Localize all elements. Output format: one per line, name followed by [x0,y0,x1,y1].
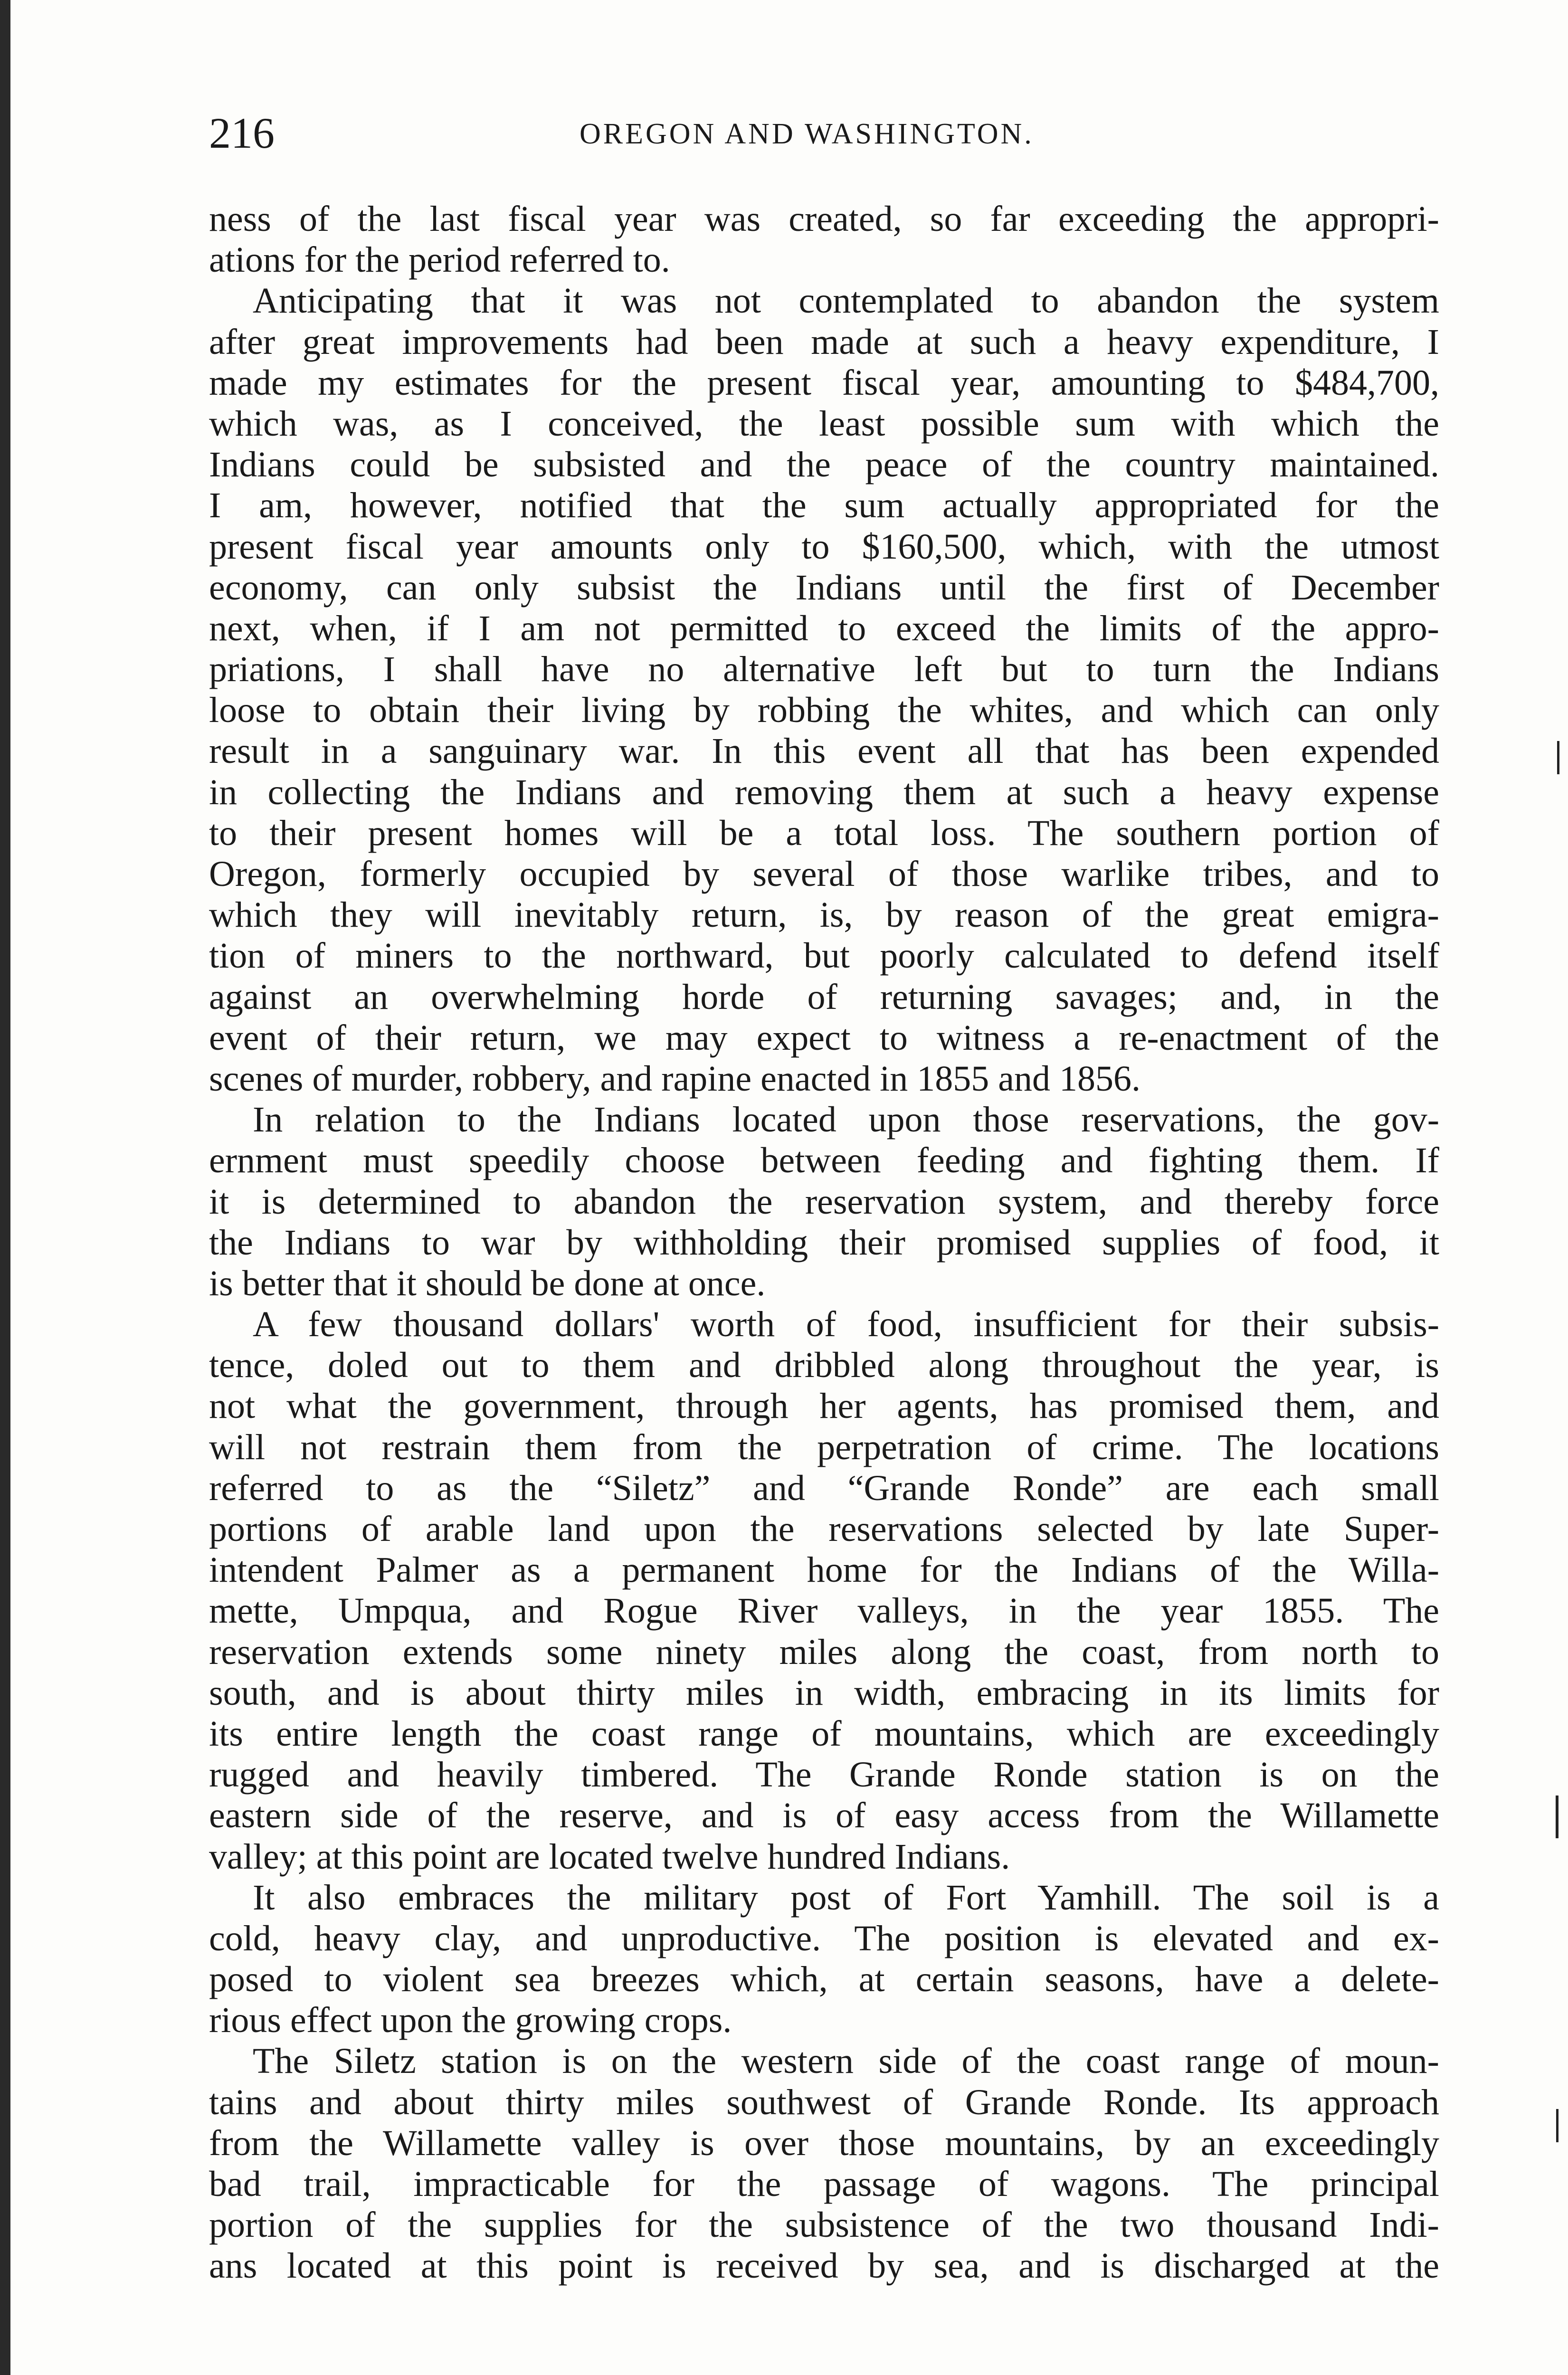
page-edge-mark [1556,1796,1558,1838]
text-line: will not restrain them from the perpetration of crime. The locations [209,1427,1439,1467]
text-line: Indians could be subsisted and the peace of the country maintained. [209,445,1439,485]
text-line: it is determined to abandon the reservation system, and thereby force [209,1181,1439,1222]
paragraph [209,1099,1439,1304]
text-line: portion of the supplies for the subsistence of the two thousand Indi- [209,2205,1439,2245]
text-line: which they will inevitably return, is, by reason of the great emigra- [209,895,1439,935]
paragraph [209,2041,1439,2286]
page-number: 216 [209,109,275,157]
page-edge-mark [1557,741,1559,774]
text-line: tains and about thirty miles southwest of Grande Ronde. Its approach [209,2082,1439,2122]
text-line: next, when, if I am not permitted to exceed the limits of the appro- [209,608,1439,648]
text-line: ernment must speedily choose between feeding and fighting them. If [209,1140,1439,1181]
text-line: result in a sanguinary war. In this event all that has been expended [209,731,1439,771]
text-line: to their present homes will be a total loss. The southern portion of [209,813,1439,853]
text-line: The Siletz station is on the western side of the coast range of moun- [253,2041,1439,2081]
text-line: is better that it should be done at once. [209,1263,766,1303]
text-line: tence, doled out to them and dribbled along throughout the year, is [209,1345,1439,1386]
text-line: in collecting the Indians and removing them at such a heavy expense [209,772,1439,812]
text-line: against an overwhelming horde of returning savages; and, in the [209,977,1439,1017]
text-line: which was, as I conceived, the least possible sum with which the [209,403,1439,444]
text-line: ations for the period referred to. [209,240,670,280]
text-line: referred to as the “Siletz” and “Grande Ronde” are each small [209,1468,1439,1508]
running-title: OREGON AND WASHINGTON. [580,118,1034,150]
text-line: eastern side of the reserve, and is of easy access from the Willamette [209,1796,1439,1836]
text-line: In relation to the Indians located upon those reservations, the gov- [253,1100,1439,1140]
text-line: made my estimates for the present fiscal year, amounting to $484,700, [209,362,1439,403]
body-text [209,199,1439,2287]
text-line: priations, I shall have no alternative left but to turn the Indians [209,649,1439,690]
text-line: south, and is about thirty miles in width, embracing in its limits for [209,1672,1439,1713]
text-line: bad trail, impracticable for the passage of wagons. The principal [209,2164,1439,2204]
text-line: Anticipating that it was not contemplated to abandon the system [253,281,1439,321]
text-line: It also embraces the military post of Fort Yamhill. The soil is a [253,1877,1439,1918]
page-edge-mark [1556,2109,1558,2142]
text-line: rugged and heavily timbered. The Grande Ronde station is on the [209,1755,1439,1795]
text-line: after great improvements had been made at such a heavy expenditure, I [209,322,1439,362]
running-head [209,107,1444,159]
text-line: event of their return, we may expect to witness a re-enactment of the [209,1017,1439,1058]
text-line: scenes of murder, robbery, and rapine enacted in 1855 and 1856. [209,1058,1141,1099]
text-line: mette, Umpqua, and Rogue River valleys, in the year 1855. The [209,1591,1439,1631]
text-line: posed to violent sea breezes which, at certain seasons, have a delete- [209,1959,1439,2000]
text-line: portions of arable land upon the reservations selected by late Super- [209,1509,1439,1549]
paragraph [209,1304,1439,1877]
text-line: ness of the last fiscal year was created, so far exceeding the appropri- [209,199,1439,239]
text-line: Oregon, formerly occupied by several of those warlike tribes, and to [209,854,1439,894]
text-line: the Indians to war by withholding their promised supplies of food, it [209,1222,1439,1263]
text-line: its entire length the coast range of mountains, which are exceedingly [209,1713,1439,1754]
paragraph [209,1877,1439,2041]
text-line: intendent Palmer as a permanent home for the Indians of the Willa- [209,1550,1439,1590]
text-line: A few thousand dollars' worth of food, insufficient for their subsis- [253,1304,1439,1345]
text-line: present fiscal year amounts only to $160,500, which, with the utmost [209,526,1439,567]
paragraph [209,280,1439,1099]
text-line: economy, can only subsist the Indians until the first of December [209,567,1439,608]
paragraph [209,199,1439,280]
text-line: valley; at this point are located twelve hundred Indians. [209,1836,1010,1877]
text-line: cold, heavy clay, and unproductive. The position is elevated and ex- [209,1918,1439,1958]
text-line: not what the government, through her agents, has promised them, and [209,1386,1439,1426]
text-line: from the Willamette valley is over those mountains, by an exceedingly [209,2123,1439,2163]
text-line: reservation extends some ninety miles along the coast, from north to [209,1632,1439,1672]
text-line: rious effect upon the growing crops. [209,2000,732,2041]
page-gutter-shadow [0,0,10,2375]
text-line: ans located at this point is received by sea, and is discharged at the [209,2246,1439,2286]
text-line: loose to obtain their living by robbing the whites, and which can only [209,690,1439,731]
text-line: I am, however, notified that the sum actually appropriated for the [209,485,1439,526]
text-line: tion of miners to the northward, but poorly calculated to defend itself [209,936,1439,976]
